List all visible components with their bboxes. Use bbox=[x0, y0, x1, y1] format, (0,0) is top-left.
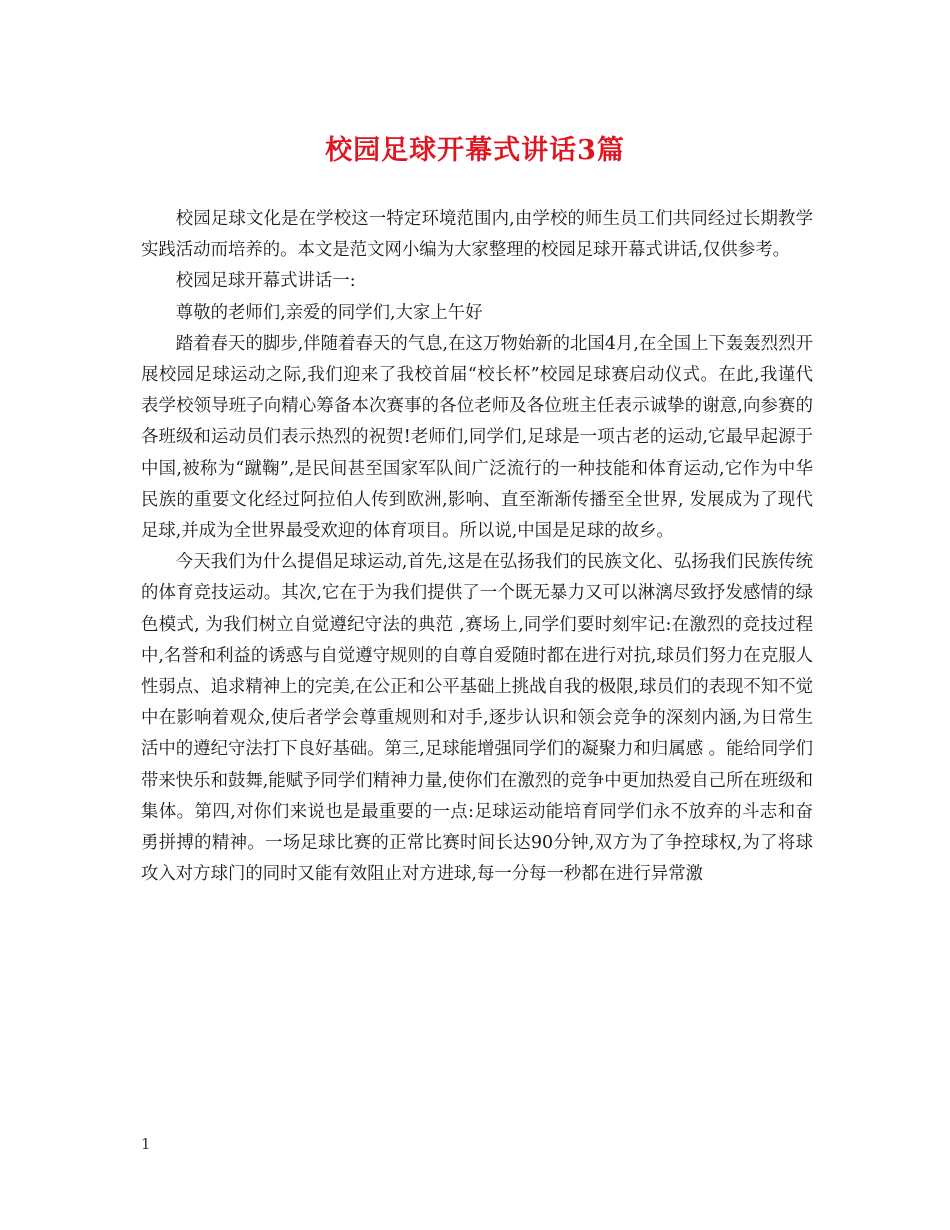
paragraph-intro: 校园足球文化是在学校这一特定环境范围内,由学校的师生员工们共同经过长期教学实践活动而培养的。本文是范文网小编为大家整理的校园足球开幕式讲话,仅供参考。 bbox=[141, 209, 813, 261]
page-number: 1 bbox=[141, 1135, 151, 1153]
document-body bbox=[141, 204, 813, 890]
paragraph-greeting: 尊敬的老师们,亲爱的同学们,大家上午好 bbox=[175, 302, 483, 323]
paragraph-opening: 踏着春天的脚步,伴随着春天的气息,在这万物始新的北国4月,在全国上下轰轰烈烈开展校园足球运动之际,我们迎来了我校首届“校长杯”校园足球赛启动仪式。在此,我谨代表学校领导班子向精心筹备本次赛事的各位老师及各位班主任表示诚挚的谢意,向参赛的各班级和运动员们表示热烈的祝贺!老师们,同学们,足球是一项古老的运动,它最早起源于中国,被称为“蹴鞠”,是民间甚至国家军队间广泛流行的一种技能和体育运动,它作为中华民族的重要文化经过阿拉伯人传到欧洲,影响、直至渐渐传播至全世界, 发展成为了现代足球,并成为全世界最受欢迎的体育项目。所以说,中国是足球的故乡。 bbox=[141, 333, 813, 542]
document-title: 校园足球开幕式讲话3篇 bbox=[325, 135, 625, 166]
paragraph-speech-heading: 校园足球开幕式讲话一: bbox=[175, 271, 356, 292]
paragraph-reasons: 今天我们为什么提倡足球运动,首先,这是在弘扬我们的民族文化、弘扬我们民族传统的体育竞技运动。其次,它在于为我们提供了一个既无暴力又可以淋漓尽致抒发感情的绿色模式, 为我们树立自觉遵纪守法的典范 ,赛场上,同学们要时刻牢记:在激烈的竞技过程中,名誉和利益的诱惑与自觉遵守规则的自尊自爱随时都在进行对抗,球员们努力在克服人性弱点、追求精神上的完美,在公正和公平基础上挑战自我的极限,球员们的表现不知不觉中在影响着观众,使后者学会尊重规则和对手,逐步认识和领会竞争的深刻内涵,为日常生活中的遵纪守法打下良好基础。第三,足球能增强同学们的凝聚力和归属感 。能给同学们带来快乐和鼓舞,能赋予同学们精神力量,使你们在激烈的竞争中更加热爱自己所在班级和集体。第四,对你们来说也是最重要的一点:足球运动能培育同学们永不放弃的斗志和奋勇拼搏的精神。一场足球比赛的正常比赛时间长达90分钟,双方为了争控球权,为了将球攻入对方球门的同时又能有效阻止对方进球,每一分每一秒都在进行异常激 bbox=[141, 552, 813, 885]
